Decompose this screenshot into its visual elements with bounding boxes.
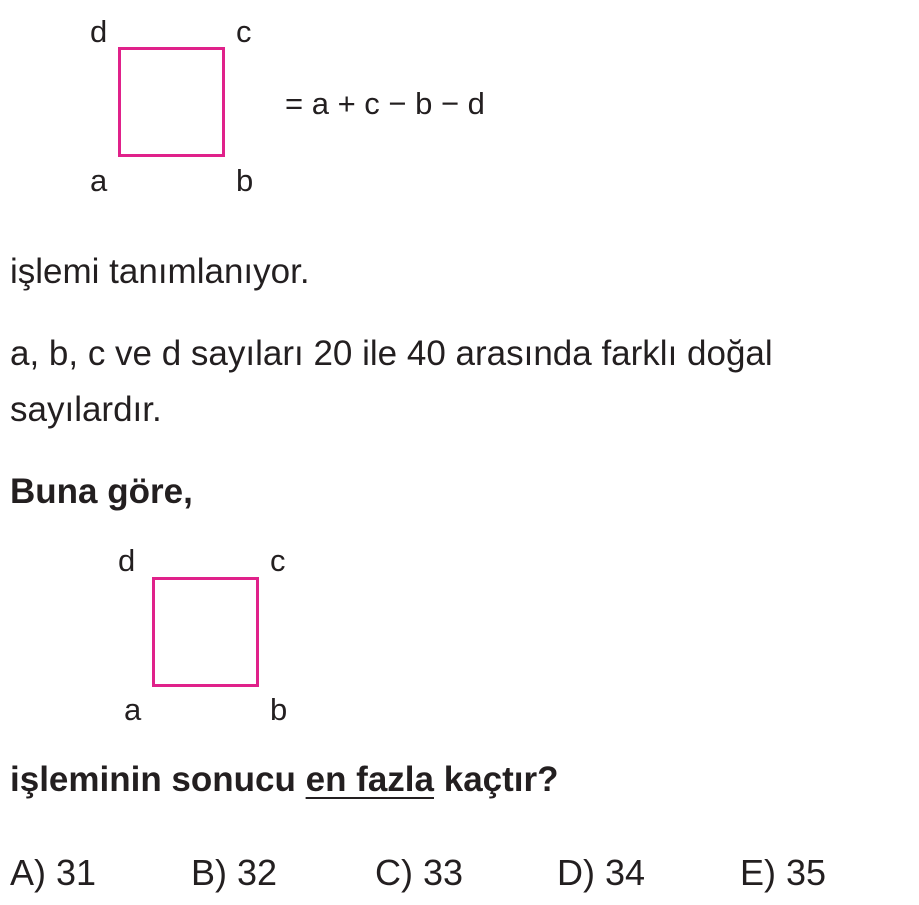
def-label-a: a: [90, 163, 108, 198]
q-square: [152, 577, 259, 687]
option-b[interactable]: B) 32: [191, 852, 278, 893]
q-label-c: c: [270, 543, 286, 578]
def-formula: = a + c − b − d: [285, 86, 485, 121]
option-a[interactable]: A) 31: [10, 852, 97, 893]
question-emphasis: en fazla: [305, 760, 434, 799]
question-suffix: kaçtır?: [434, 760, 559, 799]
text-line-naturals: sayılardır.: [10, 390, 162, 429]
option-c[interactable]: C) 33: [375, 852, 464, 893]
def-label-d: d: [90, 14, 108, 49]
option-d[interactable]: D) 34: [557, 852, 646, 893]
def-label-c: c: [236, 14, 252, 49]
def-square: [118, 47, 225, 157]
def-label-b: b: [236, 163, 254, 198]
q-label-a: a: [124, 692, 142, 727]
q-label-b: b: [270, 692, 288, 727]
text-line-numbers: a, b, c ve d sayıları 20 ile 40 arasında farklı doğal: [10, 334, 773, 373]
text-line-defined: işlemi tanımlanıyor.: [10, 252, 310, 291]
question-prefix: işleminin sonucu: [10, 760, 306, 799]
text-line-accordingly: Buna göre,: [10, 472, 193, 511]
q-label-d: d: [118, 543, 136, 578]
question-text: [10, 762, 559, 797]
option-e[interactable]: E) 35: [740, 852, 827, 893]
